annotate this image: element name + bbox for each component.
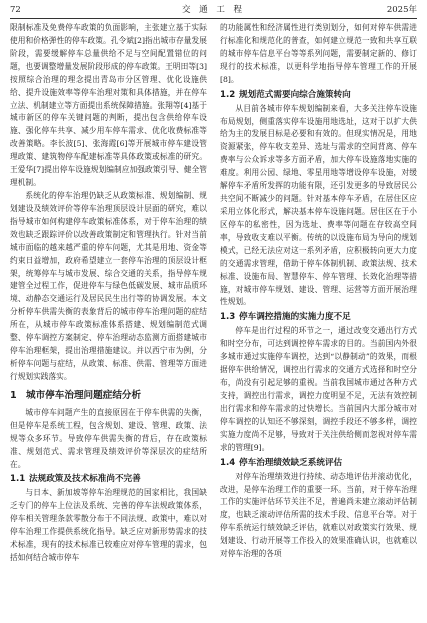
issue-year: 2025年 xyxy=(386,5,417,15)
subsection-number: 1.2 xyxy=(220,89,236,100)
subsection-number: 1.3 xyxy=(220,312,236,323)
left-column xyxy=(10,22,207,619)
paragraph: 停车是出行过程的环节之一，通过改变交通出行方式和时空分布，可达到调控停车需求的目的。当前国内外很多城市通过实施停车调控，达到“以静制动”的效果，而根据停车供给情况，调控出行需求的交通方式选择和时空分布，尚没有引起足够的重视。当前我国城市通过各种方式支持，调控出行需求，调控力度明显不足，无法有效控制出行需求和停车需求的过快增长。当前国内大部分城市对停车调控的认知还不够深刻，调控手段还不够多样，调控实施力度尚不足够，导致对于关注供给侧而忽视对停车需求的管理[9]。 xyxy=(220,326,417,452)
section-title: 城市停车治理问题症结分析 xyxy=(26,389,142,401)
subsection-number: 1.1 xyxy=(10,474,26,485)
section-number: 1 xyxy=(10,389,17,401)
paragraph: 从目前各城市停车规划编制来看，大多关注停车设施布局规划，侧重落实停车设施用地选址，这对于以扩大供给为主的发展目标是必要和有效的。但现实情况是，用地资源紧张，停车收支差异、选址与需求的空间背离、停车费率与公众诉求等多方面矛盾，加大停车设施落地实施的难度。利用公园、绿地、零星用地等增设停车设施，对缓解停车矛盾所发挥的功能有限，还引发更多的导致居民公共空间不断减少的问题。针对基本停车矛盾，在居住区应采用立体化形式，解决基本停车设施问题。居住区在于小区停车的私密性，因为选址、费率等问题在存较高空间率，导致收支难以平衡。传统的以设施布局为导向的规划模式，已经无法应对这一系列矛盾，应积极转向更大力度的交通需求管理，借助于停车体制机制、政策法规、技术标准、设施布局、智慧停车、停车管理、长效化治理等措施，对城市停车规划、建设、管理、运营等方面开展治理性规划。 xyxy=(220,103,417,307)
journal-title: 交 通 工 程 xyxy=(181,5,246,15)
right-column xyxy=(220,22,417,619)
subsection-heading xyxy=(220,455,417,471)
paragraph: 限制标准及免费停车政策的负面影响，主张建立基于实际使用和价格弹性的停车政策。孔令斌[2]指出城市存量发展阶段，需要缓解停车总量供给不足与空间配置错位的问题，也要调整增量发展阶段形成的停车政策。王明田等[3]按照综合治理的理念提出青岛市分区管理、优化设施供给、提升设施效率等停车治理对策和具体措施，并在停车立法、机制建立等方面提出系统保障措施。张翔等[4]基于城市新区的停车关键问题的判断，提出包含供给停车设施、强化停车共享、减少用车停车需求、优化收费标准等改善策略。李长波[5]、张海霞[6]等开展城市停车建设管理政策、建筑物停车配建标准等具体政策或标准的研究。王爱华[7]提出停车设施规划编制应加强政策引导、健全管理机制。 xyxy=(10,23,207,188)
header-rule xyxy=(10,18,417,19)
paragraph: 城市停车问题产生的直接原因在于停车供需的失衡，但是停车是系统工程，包含规划、建设、管理、政策、法规等众多环节。导致停车供需失衡的背后，存在政策标准、规划范式、需求管理及绩效评价等深层次的症结所在。 xyxy=(10,407,207,469)
paragraph: 与日本、新加坡等停车治理规范的国家相比，我国缺乏专门的停车上位法及系统、完善的停车法规政策体系，停车相关管理条款零散分布于不同法规、政策中，难以对停车治理工作提供系统化指导。缺乏应对新形势需求的技术标准，现有的技术标准已较难应对停车管理的需求，包括如何结合城市停车 xyxy=(10,488,207,563)
paragraph: 的功能属性和经济属性进行类别划分，如何对停车供需进行标准化和规范化的普查，如何建立规范一致和共享互联的城市停车信息平台等等系列问题，需要制定新的、修订现行的技术标准，以更科学地指导停车管理工作的开展[8]。 xyxy=(220,23,417,84)
paragraph: 系统化的停车治理仍缺乏从政策标准、规划编制、规划建设及绩效评价等停车治理顶层设计层面的研究，难以指导城市如何构建停车政策标准体系，对于停车治理的绩效也缺乏跟踪评价以改善政策制定和管理执行。针对当前城市面临的越来越严重的停车问题，尤其是用地、资金等约束日益增加，政府希望建立一套停车治理的顶层设计框架，统筹停车与城市发展、综合交通的关系，指导停车规建管全过程工作，促进停车与绿色低碳发展、城市品质环境、动静态交通运行及居民民生出行等的协调发展。本文分析停车供需失衡的表象背后的城市停车治理问题的症结所在，从城市停车政策标准体系搭建、规划编制范式调整、停车调控方案制定、停车治理动态监测方面搭建城市停车治理框架，提出治理措施建议。并以西宁市为例，分析停车问题与症结，从政策、标准、供需、管理等方面进行规划实践落实。 xyxy=(10,190,207,381)
subsection-title: 规划范式需要向综合施策转向 xyxy=(239,89,351,100)
subsection-heading xyxy=(220,309,417,325)
paragraph: 对停车治理绩效进行持续、动态地评估并滚动优化，改进，是停车治理工作的重要一环。当前，对于停车治理工作的实施评估环节关注不足，普遍尚未建立滚动评估制度，也缺乏滚动评估所需的技术手段、信息平台等。对于停车系统运行绩效缺乏评估，就难以对政策实行效果、规划建设、行动开展等工作投入的效果准确认识，也就难以对停车治理的各项 xyxy=(220,471,417,559)
subsection-title: 停车调控措施的实施力度不足 xyxy=(239,312,351,323)
running-header xyxy=(10,3,417,17)
subsection-title: 停车治理绩效缺乏系统评估 xyxy=(239,457,343,468)
subsection-number: 1.4 xyxy=(220,457,236,468)
subsection-heading xyxy=(220,87,417,103)
page-number: 72 xyxy=(10,5,21,15)
section-heading xyxy=(10,387,207,405)
subsection-title: 法规政策及技术标准尚不完善 xyxy=(29,474,141,485)
subsection-heading xyxy=(10,471,207,487)
